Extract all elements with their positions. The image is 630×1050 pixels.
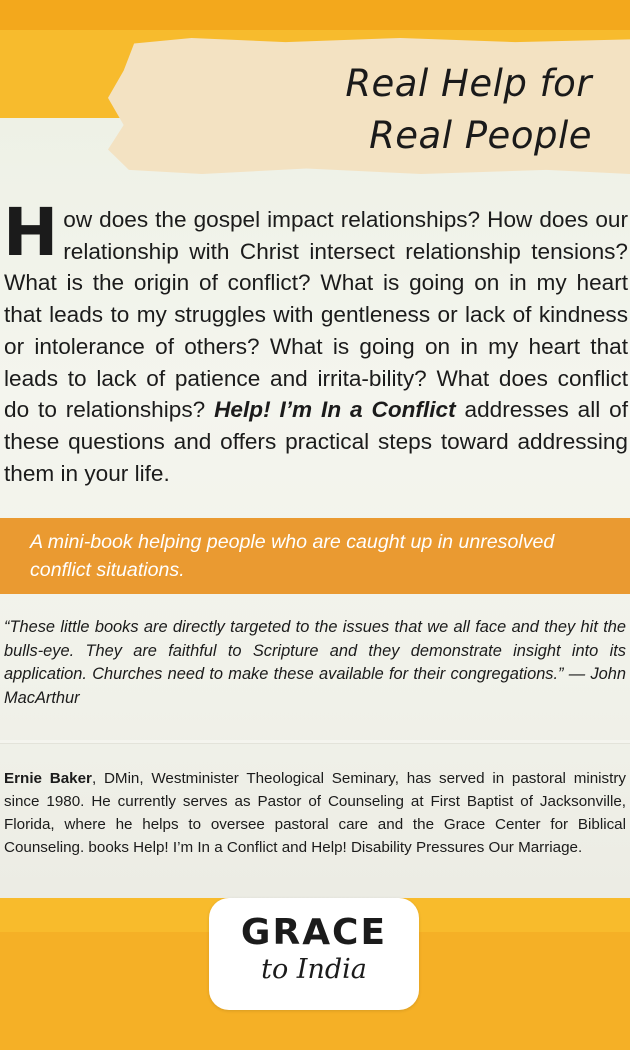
drop-cap: H: [3, 194, 59, 271]
intro-text-part-1: ow does the gospel impact relationships? How does our relationship with Christ intersect relationship tensions? What is the origin of conflict? What is going on in my heart that leads to my struggles with gentleness or lack of kindness or intolerance of others? What is going on in my heart that leads to lack of patience and irrita-bility? What does conflict do to relationships?: [4, 207, 628, 423]
book-title: Help! I’m In a Conflict: [214, 397, 456, 423]
logo-to-india-text: to India: [261, 954, 367, 985]
top-stripe: [0, 0, 630, 30]
author-name: Ernie Baker: [4, 770, 92, 787]
grace-to-india-logo: [209, 898, 419, 1010]
title-line-1: Real Help for: [345, 62, 592, 105]
intro-paragraph: [3, 194, 628, 489]
tagline-text: A mini-book helping people who are caught up in unresolved conflict situations.: [30, 531, 555, 581]
endorsement-quote: “These little books are directly targeted to the issues that we all face and they hit the bulls-eye. They are faithful to Scripture and they demonstrate insight into its application. Churches need to make these available for their congregations.” — John MacArthur: [4, 618, 626, 707]
author-bio: [4, 767, 626, 859]
title-line-2: Real People: [369, 114, 592, 157]
author-bio-text: , DMin, Westminister Theological Seminary, has served in pastoral ministry since 1980. He currently serves as Pastor of Counseling at First Baptist of Jacksonville, Florida, where he helps to oversee pastoral care and the Grace Center for Biblical Counseling. books Help! I’m In a Conflict and Help! Disability Pressures Our Marriage.: [4, 770, 627, 856]
intro-text-part-2: addresses all of these questions and offers practical steps toward addressing them in your life.: [4, 397, 628, 486]
logo-grace-text: GRACE: [240, 912, 388, 953]
page-title: [345, 58, 592, 162]
section-divider: [0, 740, 630, 743]
